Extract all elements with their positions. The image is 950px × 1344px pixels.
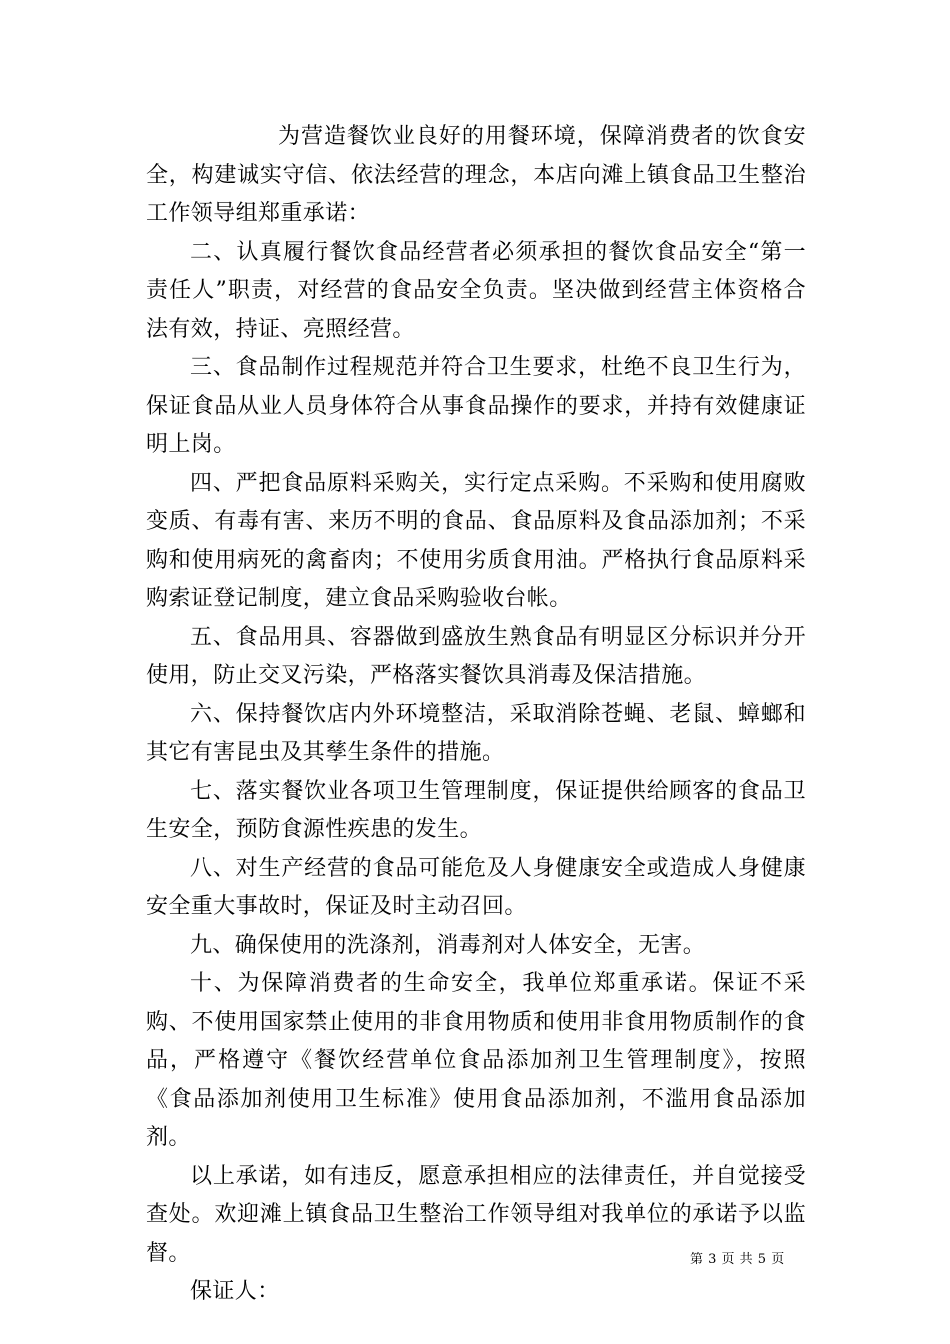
paragraph-item-4: 四、严把食品原料采购关，实行定点采购。不采购和使用腐败变质、有毒有害、来历不明的食品、食品原料及食品添加剂；不采购和使用病死的禽畜肉；不使用劣质食用油。严格执行食品原料采购索证登记制度，建立食品采购验收台帐。: [146, 470, 806, 611]
paragraph-item-8: 八、对生产经营的食品可能危及人身健康安全或造成人身健康安全重大事故时，保证及时主动召回。: [146, 855, 806, 919]
page-number-footer: 第 3 页 共 5 页: [690, 1252, 785, 1267]
paragraph-item-9: 九、确保使用的洗涤剂，消毒剂对人体安全，无害。: [190, 932, 706, 958]
guarantor-line: 保证人：: [190, 1279, 280, 1304]
paragraph-item-3: 三、食品制作过程规范并符合卫生要求，杜绝不良卫生行为，保证食品从业人员身体符合从事食品操作的要求，并持有效健康证明上岗。: [146, 355, 806, 457]
paragraph-item-10: 十、为保障消费者的生命安全，我单位郑重承诺。保证不采购、不使用国家禁止使用的非食用物质和使用非食用物质制作的食品，严格遵守《餐饮经营单位食品添加剂卫生管理制度》，按照《食品添加剂使用卫生标准》使用食品添加剂，不滥用食品添加剂。: [146, 971, 806, 1150]
document-body: [146, 118, 806, 1312]
paragraph-item-7: 七、落实餐饮业各项卫生管理制度，保证提供给顾客的食品卫生安全，预防食源性疾患的发生。: [146, 778, 806, 842]
paragraph-item-6: 六、保持餐饮店内外环境整洁，采取消除苍蝇、老鼠、蟑螂和其它有害昆虫及其孳生条件的措施。: [146, 701, 806, 765]
paragraph-item-2: 二、认真履行餐饮食品经营者必须承担的餐饮食品安全“第一责任人”职责，对经营的食品安全负责。坚决做到经营主体资格合法有效，持证、亮照经营。: [146, 239, 806, 342]
paragraph-intro: 为营造餐饮业良好的用餐环境，保障消费者的饮食安全，构建诚实守信、依法经营的理念，本店向滩上镇食品卫生整治工作领导组郑重承诺：: [146, 124, 806, 226]
paragraph-item-5: 五、食品用具、容器做到盛放生熟食品有明显区分标识并分开使用，防止交叉污染，严格落实餐饮具消毒及保洁措施。: [146, 624, 806, 688]
paragraph-closing: 以上承诺，如有违反，愿意承担相应的法律责任，并自觉接受查处。欢迎滩上镇食品卫生整治工作领导组对我单位的承诺予以监督。: [146, 1163, 806, 1266]
